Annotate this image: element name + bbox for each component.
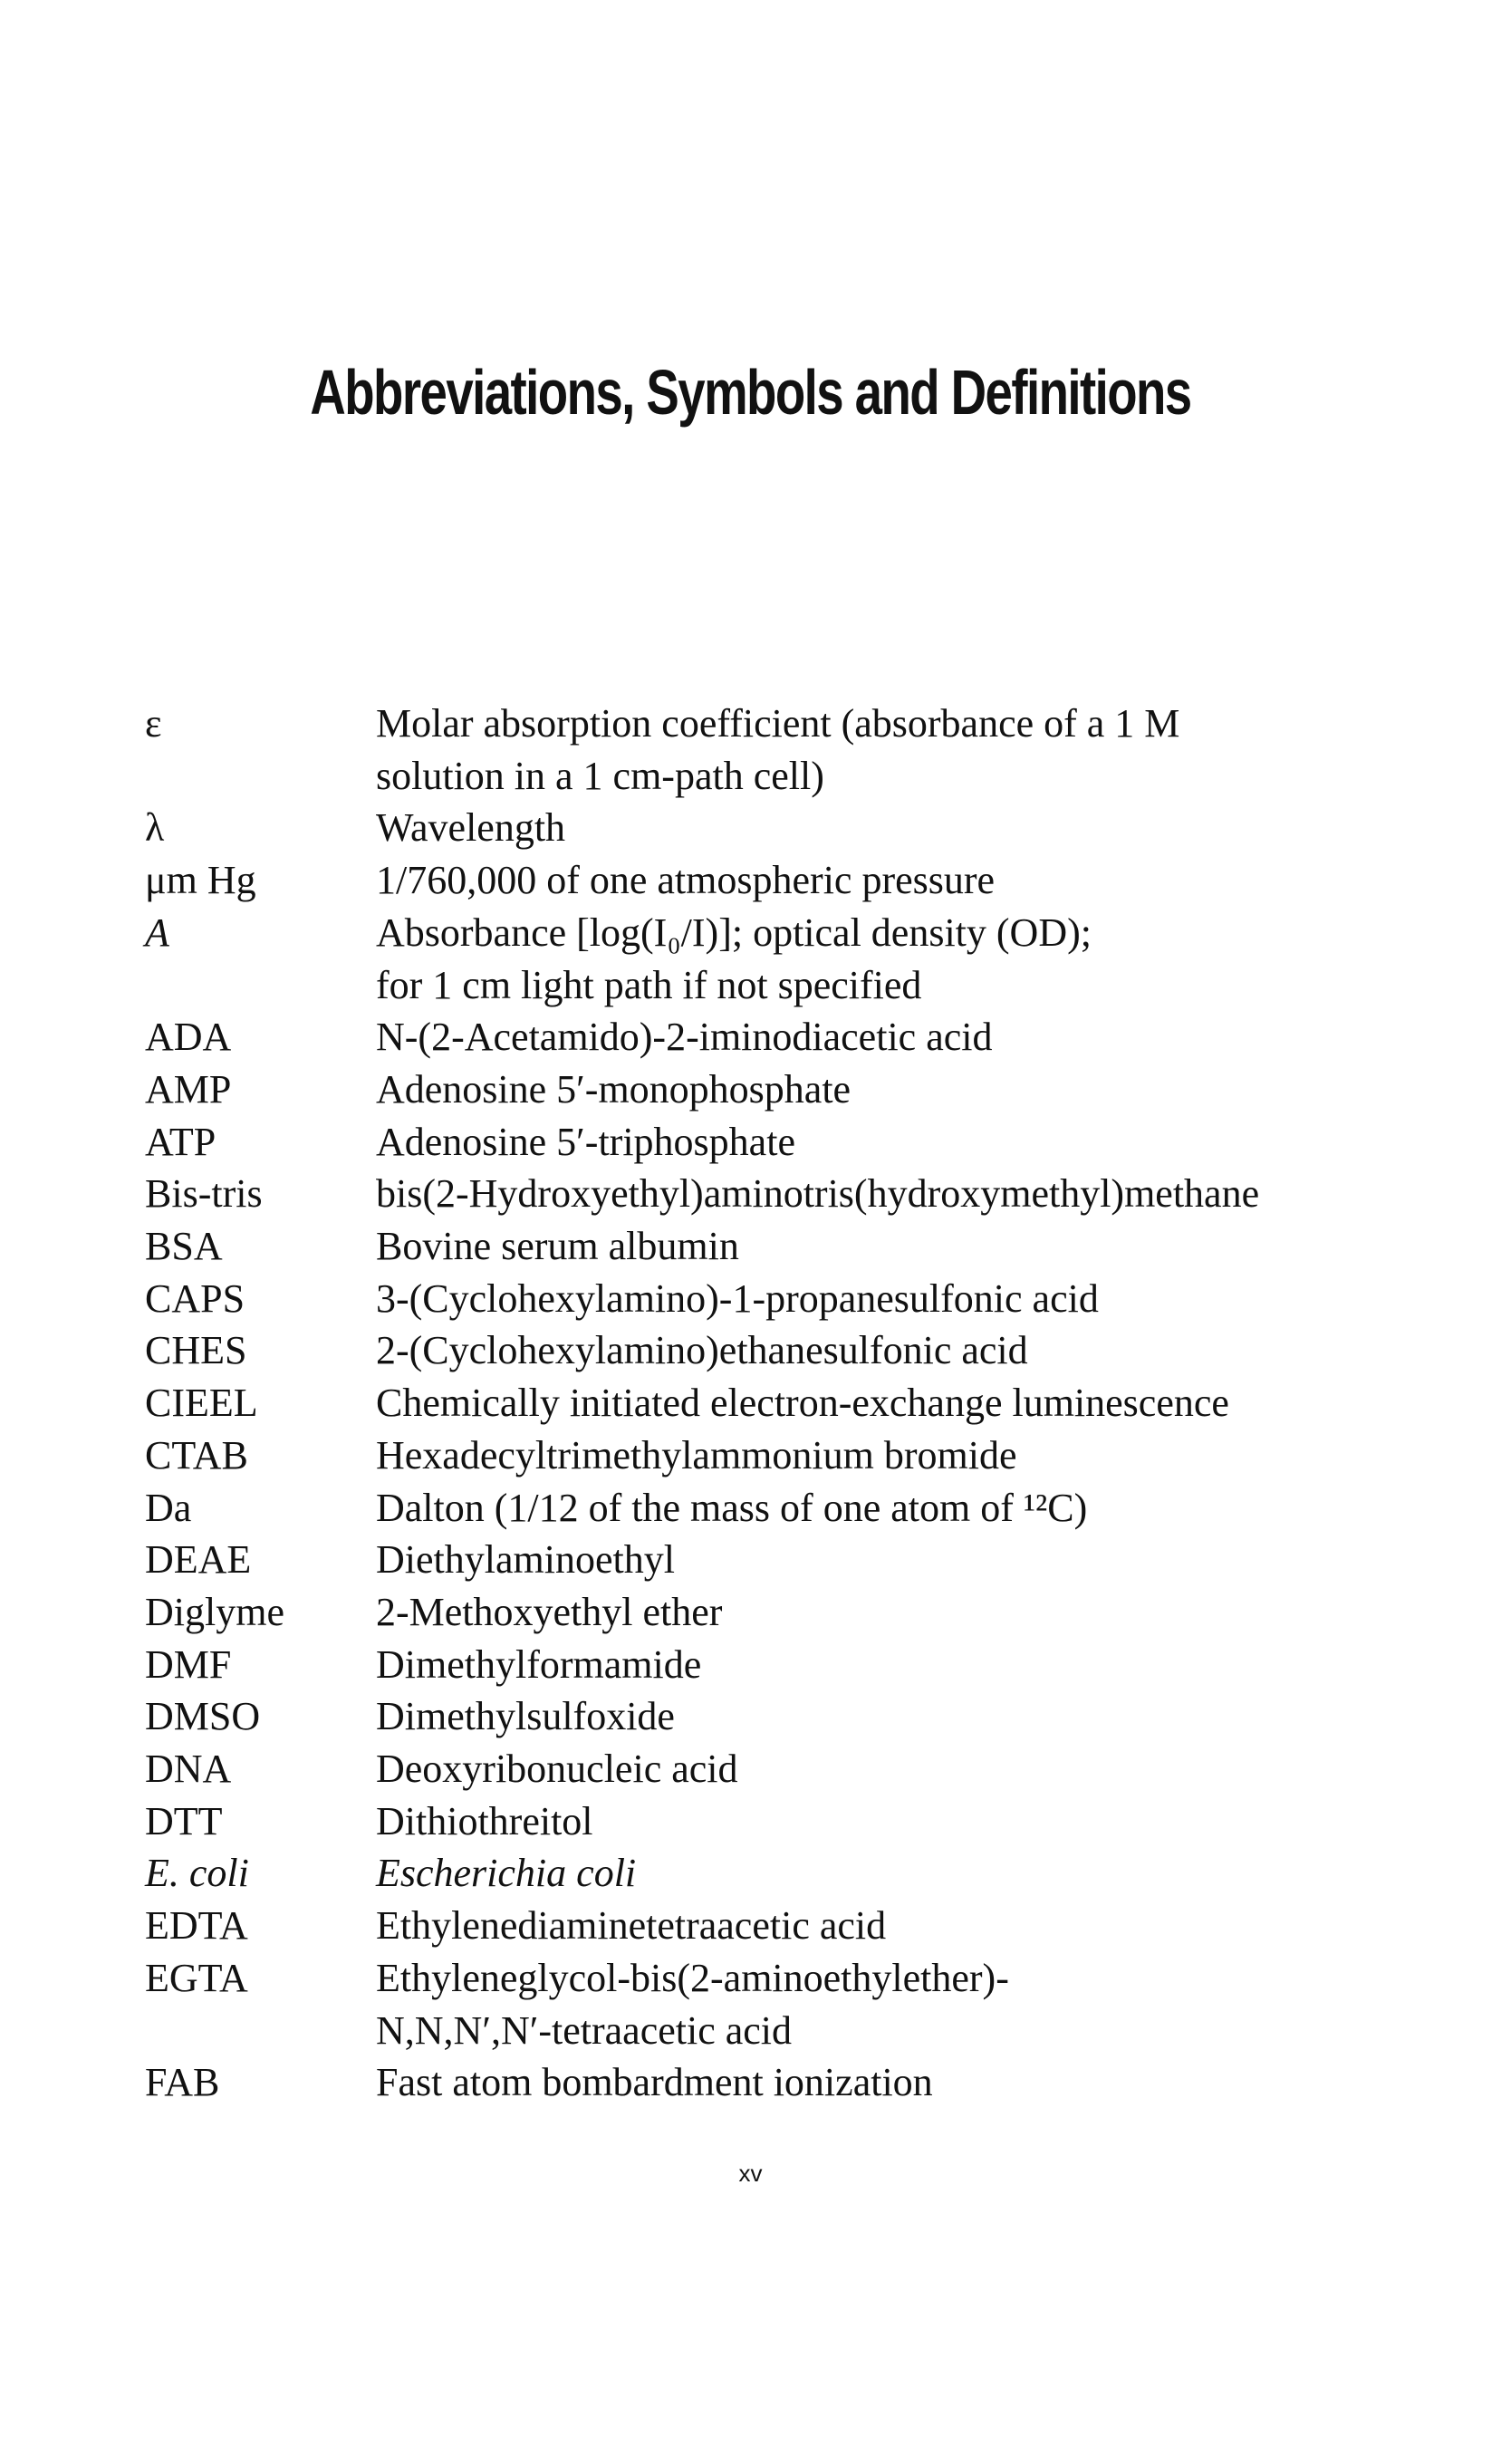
abbreviation-definition: [376, 1482, 1413, 1535]
definition-line: Ethylenediaminetetraacetic acid: [376, 1903, 887, 1949]
abbreviation-term: ε: [145, 701, 162, 746]
abbreviation-definition: [376, 1324, 1413, 1377]
abbreviation-definition: [376, 1429, 1413, 1482]
list-item: [145, 1116, 1413, 1169]
list-item: [145, 802, 1413, 854]
list-item: [145, 1324, 1413, 1377]
definition-line: for 1 cm light path if not specified: [376, 962, 922, 1007]
abbreviation-definition: [376, 1690, 1413, 1743]
definition-line: Molar absorption coefficient (absorbance of a 1 M: [376, 701, 1180, 746]
abbreviation-definition: [376, 1273, 1413, 1325]
abbreviation-definition: [376, 1586, 1413, 1639]
definition-line: N,N,N′,N′-tetraacetic acid: [376, 2007, 793, 2053]
abbreviation-term: DEAE: [145, 1537, 252, 1583]
definition-line: bis(2-Hydroxyethyl)aminotris(hydroxymethyl)methane: [376, 1171, 1260, 1217]
definition-line: Ethyleneglycol-bis(2-aminoethylether)-: [376, 1955, 1009, 2000]
definition-line: Dithiothreitol: [376, 1798, 593, 1843]
list-item: [145, 1273, 1413, 1325]
definition-line: 2-Methoxyethyl ether: [376, 1589, 723, 1634]
abbreviation-definition: [376, 1168, 1413, 1220]
list-item: [145, 1429, 1413, 1482]
abbreviation-definition: [376, 1220, 1413, 1273]
abbreviation-definition: [376, 907, 1413, 1011]
abbreviation-term: FAB: [145, 2060, 220, 2105]
list-item: [145, 1690, 1413, 1743]
abbreviation-list: [145, 698, 1413, 2109]
definition-line: Fast atom bombardment ionization: [376, 2060, 933, 2105]
list-item: [145, 1743, 1413, 1795]
list-item: [145, 1168, 1413, 1220]
definition-line: Absorbance [log(I₀/I)]; optical density (OD);: [376, 910, 1092, 955]
abbreviation-term: CHES: [145, 1328, 247, 1373]
abbreviation-definition: [376, 1639, 1413, 1691]
list-item: [145, 1011, 1413, 1064]
abbreviation-definition: [376, 1743, 1413, 1795]
abbreviation-term: DTT: [145, 1798, 223, 1843]
abbreviation-definition: [376, 1900, 1413, 1952]
abbreviation-definition: [376, 1011, 1413, 1064]
page-title: Abbreviations, Symbols and Definitions: [310, 357, 1191, 428]
abbreviation-term: CTAB: [145, 1432, 248, 1477]
abbreviation-definition: [376, 1116, 1413, 1169]
abbreviation-definition: [376, 2056, 1413, 2109]
abbreviation-definition: [376, 1377, 1413, 1429]
list-item: [145, 1795, 1413, 1848]
abbreviation-term: DNA: [145, 1747, 232, 1792]
definition-line: 2-(Cyclohexylamino)ethanesulfonic acid: [376, 1328, 1028, 1373]
abbreviation-term: ADA: [145, 1015, 232, 1060]
list-item: [145, 1639, 1413, 1691]
abbreviation-definition: [376, 1952, 1413, 2056]
abbreviation-term: DMF: [145, 1641, 232, 1687]
abbreviation-definition: [376, 1064, 1413, 1116]
list-item: [145, 2056, 1413, 2109]
abbreviation-term: DMSO: [145, 1694, 261, 1739]
definition-line: N-(2-Acetamido)-2-iminodiacetic acid: [376, 1015, 993, 1060]
definition-line: Deoxyribonucleic acid: [376, 1747, 738, 1792]
list-item: [145, 1220, 1413, 1273]
abbreviation-definition: [376, 1847, 1413, 1900]
definition-line: Hexadecyltrimethylammonium bromide: [376, 1432, 1017, 1477]
list-item: [145, 1586, 1413, 1639]
abbreviation-term: Bis-tris: [145, 1171, 263, 1217]
list-item: [145, 1847, 1413, 1900]
abbreviation-term: λ: [145, 805, 165, 851]
abbreviation-term: AMP: [145, 1066, 232, 1112]
list-item: [145, 854, 1413, 907]
list-item: [145, 1534, 1413, 1586]
abbreviation-term: E. coli: [145, 1851, 249, 1896]
list-item: [145, 1482, 1413, 1535]
definition-line: Escherichia coli: [376, 1851, 637, 1896]
abbreviation-term: BSA: [145, 1224, 223, 1269]
definition-line: 1/760,000 of one atmospheric pressure: [376, 858, 996, 903]
abbreviation-term: Diglyme: [145, 1589, 284, 1634]
definition-line: Dalton (1/12 of the mass of one atom of ¹²C): [376, 1485, 1088, 1530]
abbreviation-term: EDTA: [145, 1903, 248, 1949]
abbreviation-term: CAPS: [145, 1275, 245, 1321]
abbreviation-definition: [376, 854, 1413, 907]
abbreviation-definition: [376, 698, 1413, 802]
abbreviation-definition: [376, 1795, 1413, 1848]
abbreviation-term: A: [145, 910, 169, 955]
definition-line: Diethylaminoethyl: [376, 1537, 675, 1583]
definition-line: Adenosine 5′-monophosphate: [376, 1066, 852, 1112]
definition-line: solution in a 1 cm-path cell): [376, 753, 824, 798]
definition-line: Chemically initiated electron-exchange luminescence: [376, 1381, 1229, 1426]
definition-line: 3-(Cyclohexylamino)-1-propanesulfonic acid: [376, 1275, 1099, 1321]
list-item: [145, 1900, 1413, 1952]
list-item: [145, 698, 1413, 802]
abbreviation-definition: [376, 1534, 1413, 1586]
list-item: [145, 1064, 1413, 1116]
list-item: [145, 1952, 1413, 2056]
abbreviation-term: ATP: [145, 1119, 216, 1164]
definition-line: Dimethylsulfoxide: [376, 1694, 675, 1739]
definition-line: Wavelength: [376, 805, 566, 851]
list-item: [145, 907, 1413, 1011]
list-item: [145, 1377, 1413, 1429]
abbreviation-definition: [376, 802, 1413, 854]
definition-line: Adenosine 5′-triphosphate: [376, 1119, 795, 1164]
abbreviation-term: EGTA: [145, 1955, 248, 2000]
definition-line: Dimethylformamide: [376, 1641, 702, 1687]
abbreviation-term: Da: [145, 1485, 192, 1530]
abbreviation-term: CIEEL: [145, 1381, 258, 1426]
page-number: xv: [738, 2160, 763, 2187]
definition-line: Bovine serum albumin: [376, 1224, 739, 1269]
abbreviation-term: μm Hg: [145, 858, 256, 903]
